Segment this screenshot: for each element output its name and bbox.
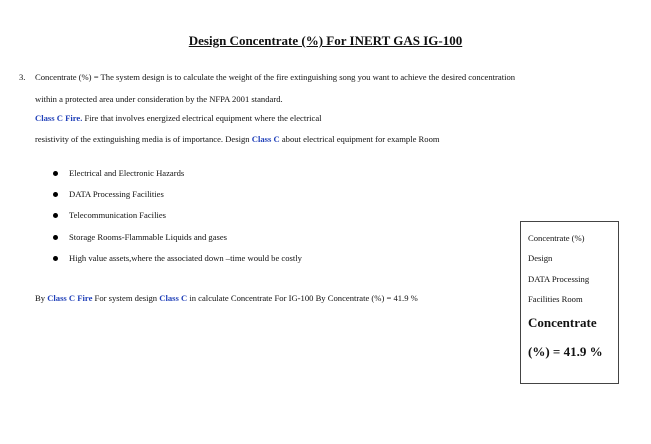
bullet-dot-icon <box>53 192 58 197</box>
para2-class-c: Class C <box>251 134 280 144</box>
para2-text-a: resistivity of the extinguishing media is of importance. Design <box>35 134 250 144</box>
list-item: Electrical and Electronic Hazards <box>69 168 185 178</box>
list-item: DATA Processing Facilities <box>69 189 164 199</box>
item-text-2: within a protected area under consideration by the NFPA 2001 standard. <box>35 94 283 104</box>
item-paragraph-2 <box>35 134 440 144</box>
item-number: 3. <box>19 72 26 82</box>
item-text-1: The system design is to calculate the weight of the fire extinguishing song you want to achieve the desired concentration <box>100 72 516 82</box>
summary-mid: For system design <box>94 293 158 303</box>
box-line-2: Design <box>528 253 553 263</box>
para2-text-b: about electrical equipment for example Room <box>281 134 440 144</box>
item-paragraph-1 <box>35 72 515 82</box>
box-line-1: Concentrate (%) <box>528 233 585 243</box>
summary-line <box>35 293 418 303</box>
box-result-label: Concentrate <box>528 315 597 330</box>
box-result-value: (%) = 41.9 % <box>528 344 603 359</box>
bullet-dot-icon <box>53 171 58 176</box>
class-c-fire-line <box>35 113 322 123</box>
box-line-4: Facilities Room <box>528 294 583 304</box>
class-c-fire-label: Class C Fire. <box>35 113 83 123</box>
concentrate-lead: Concentrate (%) = <box>35 72 99 82</box>
bullet-dot-icon <box>53 213 58 218</box>
bullet-dot-icon <box>53 256 58 261</box>
box-line-3: DATA Processing <box>528 274 590 284</box>
page-title: Design Concentrate (%) For INERT GAS IG-100 <box>188 33 463 48</box>
list-item: High value assets,where the associated down –time would be costly <box>69 253 302 263</box>
bullet-dot-icon <box>53 235 58 240</box>
summary-rest: in calculate Concentrate For IG-100 By Concentrate (%) = 41.9 % <box>189 293 418 303</box>
summary-by: By <box>35 293 46 303</box>
summary-class-c-fire: Class C Fire <box>47 293 93 303</box>
list-item: Storage Rooms-Flammable Liquids and gases <box>69 232 228 242</box>
result-box <box>520 221 619 384</box>
summary-class-c: Class C <box>159 293 188 303</box>
list-item: Telecommunication Facilies <box>69 210 167 220</box>
class-c-fire-desc: Fire that involves energized electrical equipment where the electrical <box>84 113 322 123</box>
